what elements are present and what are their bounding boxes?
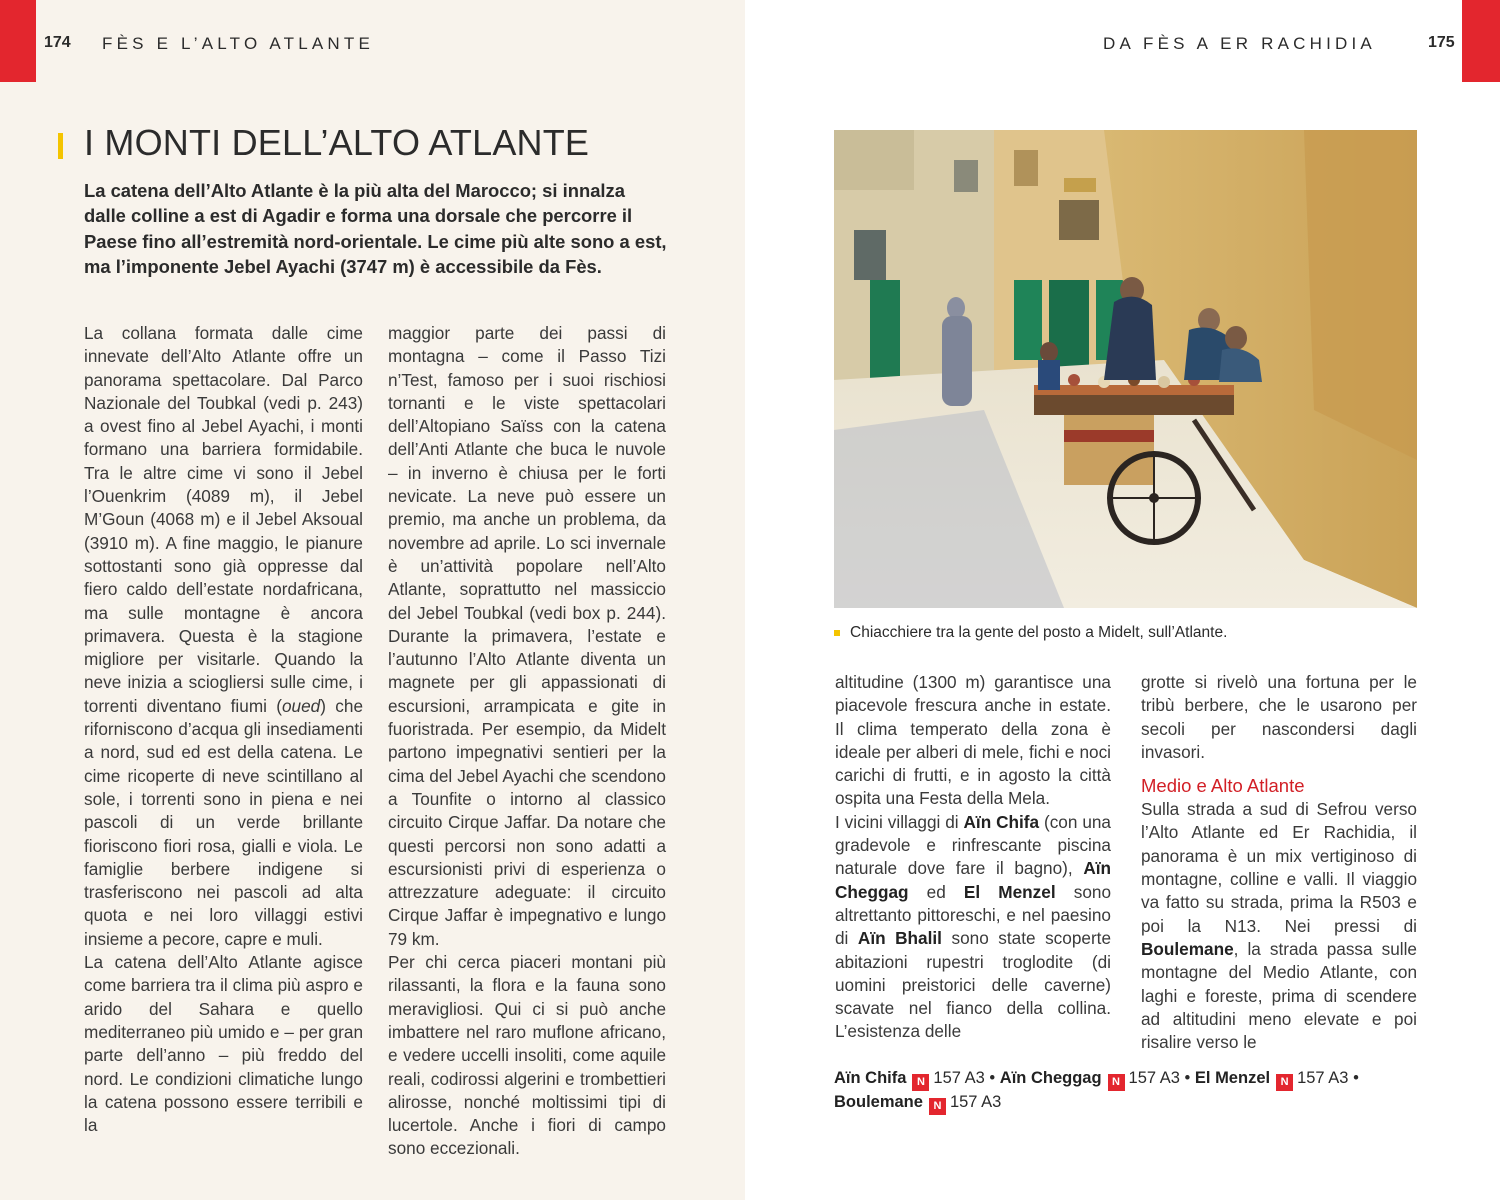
intro-paragraph: La catena dell’Alto Atlante è la più alta del Marocco; si innalza dalle colline a est di Agadir e forma una dorsale che percorre il Paese fino all’estremità nord-orientale. Le cime più alte sono a est, ma l’imponente Jebel Ayachi (3747 m) è accessibile da Fès. xyxy=(84,180,667,277)
body-column-4 xyxy=(1141,671,1417,1054)
map-icon: N xyxy=(912,1074,929,1091)
running-head-left: FÈS E L’ALTO ATLANTE xyxy=(102,34,375,53)
map-ref-name: Aïn Cheggag xyxy=(999,1069,1102,1087)
body-column-3 xyxy=(835,671,1111,1044)
map-icon: N xyxy=(1276,1074,1293,1091)
separator: • xyxy=(1184,1069,1191,1087)
map-ref-grid: 157 A3 xyxy=(933,1069,985,1087)
map-ref-grid: 157 A3 xyxy=(949,1093,1002,1111)
map-icon: N xyxy=(929,1098,946,1115)
body-column-2 xyxy=(388,322,666,1161)
body-column-1 xyxy=(84,322,363,1137)
left-page xyxy=(0,0,745,1200)
page-title: I MONTI DELL’ALTO ATLANTE xyxy=(84,122,590,163)
map-references xyxy=(834,1067,1424,1115)
caption-bullet-icon xyxy=(834,630,840,636)
paragraph: Per chi cerca piaceri montani più rilassanti, la flora e la fauna sono meravigliosi. Qui ci si può anche imbattere nel raro muflone africano, e vedere uccelli insoliti, come aquile reali, codirossi algerini e trombettieri alirosse, nonché moltissimi tipi di lucertole. Anche i fiori di campo sono eccezionali. xyxy=(388,952,666,1159)
paragraph: altitudine (1300 m) garantisce una piacevole frescura anche in estate. Il clima temperato della zona è ideale per alberi di mele, fichi e noci carichi di frutti, e in agosto la città ospita una Festa della Mela. xyxy=(835,672,1111,809)
page-number-left: 174 xyxy=(44,34,71,51)
paragraph: maggior parte dei passi di montagna – come il Passo Tizi n’Test, famoso per i suoi rischiosi tornanti e le viste spettacolari dell’Altopiano Saïss con la catena dell’Anti Atlante che buca le nuvole – in inverno è chiusa per le forti nevicate. La neve può essere un premio, ma anche un problema, da novembre ad aprile. Lo sci invernale è un’attività popolare nell’Alto Atlante, soprattutto nel massiccio del Jebel Toubkal (vedi box p. 244). Durante la primavera, l’estate e l’autunno l’Alto Atlante diventa un magnete per gli appassionati di escursioni, arrampicata e gite in fuoristrada. Per esempio, da Midelt partono impegnativi sentieri per la cima del Jebel Ayachi che scendono a Tounfite o intorno al classico circuito Cirque Jaffar. Da notare che questi percorsi non sono adatti a escursionisti privi di esperienza o attrezzature adeguate: il circuito Cirque Jaffar è impegnativo e lungo 79 km. xyxy=(388,323,666,949)
map-ref-name: Aïn Chifa xyxy=(834,1069,907,1087)
page-number-right: 175 xyxy=(1428,34,1455,51)
paragraph: La catena dell’Alto Atlante agisce come barriera tra il clima più aspro e arido del Sahara e quello mediterraneo più umido e – per gran parte dell’anno – più freddo del nord. Le condizioni climatiche lungo la catena possono essere terribili e la xyxy=(84,952,363,1136)
separator: • xyxy=(1353,1069,1359,1087)
running-head-right: DA FÈS A ER RACHIDIA xyxy=(1103,34,1376,53)
paragraph: I vicini villaggi di Aïn Chifa (con una gradevole e rinfrescante piscina naturale dove fare il bagno), Aïn Cheggag ed El Menzel sono altrettanto pittoreschi, e nel paesino di Aïn Bhalil sono state scoperte abitazioni rupestri troglodite (di uomini preistorici delle caverne) scavate nel fianco della collina. L’esistenza delle xyxy=(835,811,1112,1042)
title-accent-bar xyxy=(58,133,63,159)
paragraph: grotte si rivelò una fortuna per le tribù berbere, che le usarono per secoli per nascondersi dagli invasori. xyxy=(1141,672,1417,762)
separator: • xyxy=(989,1069,996,1087)
map-ref-grid: 157 A3 xyxy=(1297,1069,1349,1087)
map-icon: N xyxy=(1108,1074,1125,1091)
right-page-tab xyxy=(1462,0,1500,82)
map-ref-name: Boulemane xyxy=(834,1093,923,1111)
photo-caption: Chiacchiere tra la gente del posto a Midelt, sull’Atlante. xyxy=(834,624,1227,642)
map-ref-name: El Menzel xyxy=(1194,1069,1271,1087)
paragraph: Sulla strada a sud di Sefrou verso l’Alto Atlante ed Er Rachidia, il panorama è un mix vertiginoso di montagne, colline e valli. Il viaggio va fatto su strada, prima la R503 e poi la N13. Nei pressi di Boulemane, la strada passa sulle montagne del Medio Atlante, con laghi e foreste, prima di scendere ad altitudini meno elevate e poi risalire verso le xyxy=(1141,799,1417,1053)
map-ref-grid: 157 A3 xyxy=(1128,1069,1180,1087)
street-photo xyxy=(834,130,1417,608)
section-subheading: Medio e Alto Atlante xyxy=(1141,775,1305,797)
left-page-tab xyxy=(0,0,36,82)
paragraph: La collana formata dalle cime innevate dell’Alto Atlante offre un panorama spettacolare. Dal Parco Nazionale del Toubkal (vedi p. 243) a ovest fino al Jebel Ayachi, i monti formano una barriera formidabile. Tra le altre cime vi sono il Jebel l’Ouenkrim (4089 m), il Jebel M’Goun (4068 m) e il Jebel Aksoual (3910 m). A fine maggio, le pianure sottostanti sono già oppresse dal fiero caldo dell’estate nordafricana, ma sulle montagne è ancora primavera. Questa è la stagione migliore per visitarle. Quando la neve inizia a sciogliersi sulle cime, i torrenti diventano fiumi (oued) che riforniscono d’acqua gli insediamenti a nord, sud ed est della catena. Le cime ricoperte di neve scintillano al sole, i torrenti sono in piena e nei pascoli di un verde brillante fioriscono fiori rosa, gialli e viola. Le famiglie berbere indigene si trasferiscono nei pascoli ad alta quota e nei loro villaggi estivi insieme a pecore, capre e muli. xyxy=(84,323,363,949)
